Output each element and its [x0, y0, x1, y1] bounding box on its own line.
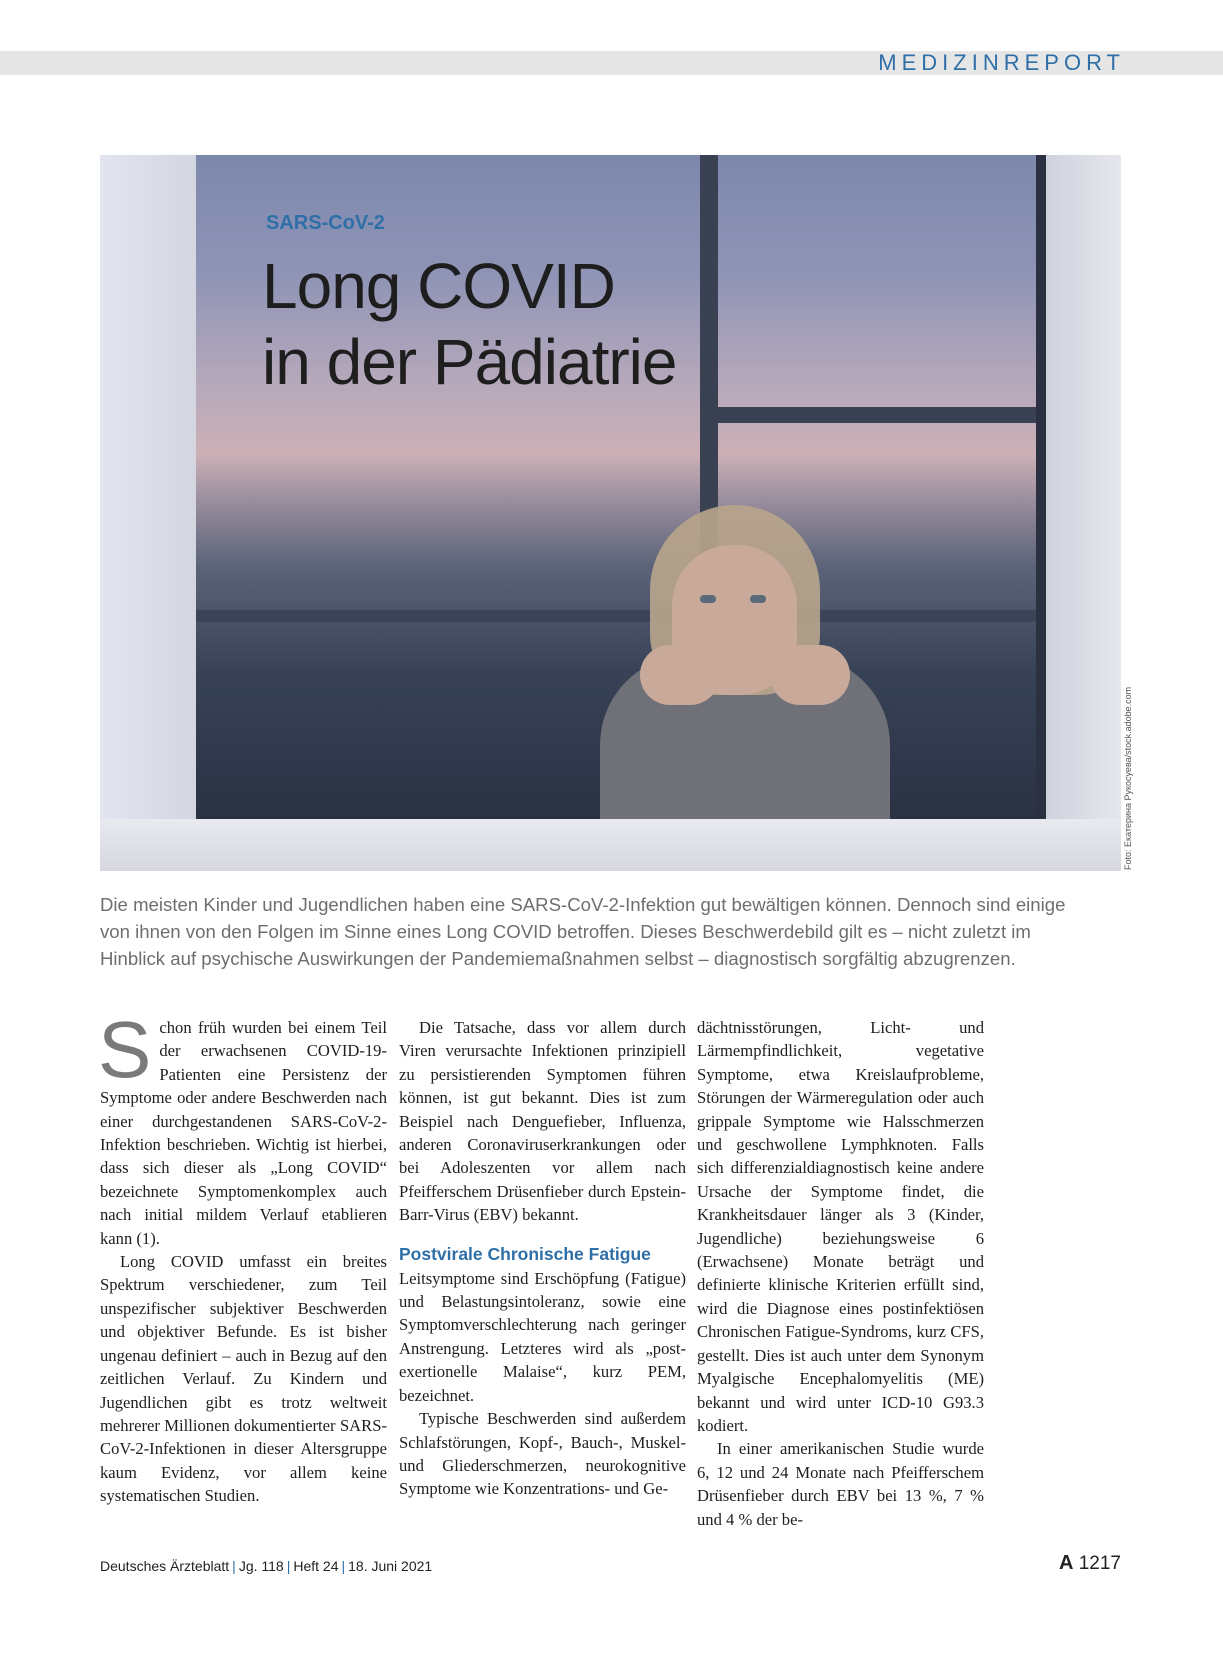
section-label: MEDIZINREPORT — [878, 50, 1125, 75]
article-title — [262, 248, 862, 400]
child-figure — [580, 505, 940, 819]
text-column-2 — [399, 1016, 686, 1501]
paragraph: Leitsymptome sind Erschöpfung (Fatigue) und Belastungsintoleranz, sowie eine Symptomverschlechterung nach geringer Anstrengung. Letzteres wird als „post-exertionelle Malaise“, kurz PEM, bezeichnet. — [399, 1268, 686, 1405]
window-frame-right — [1046, 155, 1121, 871]
photo-credit: Foto: Екатерина Рукосуева/stock.adobe.com — [1123, 686, 1133, 870]
journal-issue: Heft 24 — [293, 1558, 339, 1574]
window-frame-left — [100, 155, 196, 871]
issue-date: 18. Juni 2021 — [348, 1558, 433, 1574]
article-lede: Die meisten Kinder und Jugendlichen haben eine SARS-CoV-2-Infektion gut bewältigen können. Dennoch sind einige von ihnen von den Folgen im Sinne eines Long COVID betroffen. Dieses Beschwerdebild gilt es – nicht zuletzt im Hinblick auf psychische Auswirkungen der Pandemiemaßnahmen selbst – diagnostisch sorgfältig abzugrenzen. — [100, 894, 1066, 969]
page-number-value: 1217 — [1078, 1553, 1121, 1574]
journal-name: Deutsches Ärzteblatt — [100, 1558, 230, 1574]
text-column-3 — [697, 1016, 984, 1531]
drop-cap: S — [98, 1005, 152, 1094]
paragraph: Long COVID umfasst ein breites Spektrum verschiedener, zum Teil unspezifischer subjektiver Beschwerden und objektiver Befunde. Es ist bisher ungenau definiert – auch in Bezug auf den zeitlichen Verlauf. Zu Kindern und Jugendlichen gibt es trotz weltweit mehrerer Millionen dokumentierter SARS-CoV-2-Infektionen in dieser Altersgruppe kaum Evidenz, vor allem keine systematischen Studien. — [100, 1252, 387, 1506]
paragraph: dächtnisstörungen, Licht- und Lärmempfindlichkeit, vegetative Symptome, etwa Kreislaufprobleme, Störungen der Wärmeregulation oder auch grippale Symptome wie Halsschmerzen und geschwollene Lymphknoten. Falls sich differenzialdiagnostisch keine andere Ursache der Symptome findet, die Krankheitsdauer länger als 3 (Kinder, Jugendliche) beziehungsweise 6 (Erwachsene) Monate beträgt und definierte klinische Kriterien erfüllt sind, wird die Diagnose eines postinfektiösen Chronischen Fatigue-Syndroms, kurz CFS, gestellt. Dies ist auch unter dem Synonym Myalgische Encephalomyelitis (ME) bekannt und wird unter ICD-10 G93.3 kodiert. — [697, 1018, 984, 1435]
article-kicker: SARS-CoV-2 — [266, 212, 385, 234]
paragraph: Die Tatsache, dass vor allem durch Viren verursachte Infektionen prinzipiell zu persistierenden Symptomen führen können, ist gut bekannt. Dies ist zum Beispiel nach Denguefieber, Influenza, anderen Coronaviruserkrankungen oder bei Adoleszenten vor allem nach Pfeifferschem Drüsenfieber durch Epstein-Barr-Virus (EBV) bekannt. — [399, 1018, 686, 1225]
paragraph: chon früh wurden bei einem Teil der erwachsenen COVID-19-Patienten eine Persistenz der Symptome oder andere Beschwerden nach einer durchgestandenen SARS-CoV-2-Infektion beschrieben. Wichtig ist hierbei, dass sich dieser als „Long COVID“ bezeichnete Symptomenkomplex auch nach initial mildem Verlauf etablieren kann (1). — [100, 1018, 387, 1248]
text-column-1 — [98, 1005, 387, 1508]
window-frame-edge — [1036, 155, 1046, 819]
window-transom — [700, 407, 1036, 423]
page-number — [1059, 1550, 1121, 1577]
section-subheading: Postvirale Chronische Fatigue — [399, 1243, 651, 1264]
title-line-1: Long COVID — [262, 250, 615, 322]
title-line-2: in der Pädiatrie — [262, 326, 677, 398]
page-prefix: A — [1058, 1552, 1074, 1574]
window-sill — [100, 819, 1121, 871]
paragraph: In einer amerikanischen Studie wurde 6, 12 und 24 Monate nach Pfeifferschem Drüsenfieber durch EBV bei 13 %, 7 % und 4 % der be- — [697, 1439, 984, 1529]
journal-volume: Jg. 118 — [238, 1558, 284, 1574]
page-footer: Deutsches Ärzteblatt | Jg. 118 | Heft 24 | 18. Juni 2021 — [100, 1558, 433, 1574]
paragraph: Typische Beschwerden sind außerdem Schlafstörungen, Kopf-, Bauch-, Muskel- und Gliederschmerzen, neurokognitive Symptome wie Konzentrations- und Ge- — [399, 1409, 686, 1499]
